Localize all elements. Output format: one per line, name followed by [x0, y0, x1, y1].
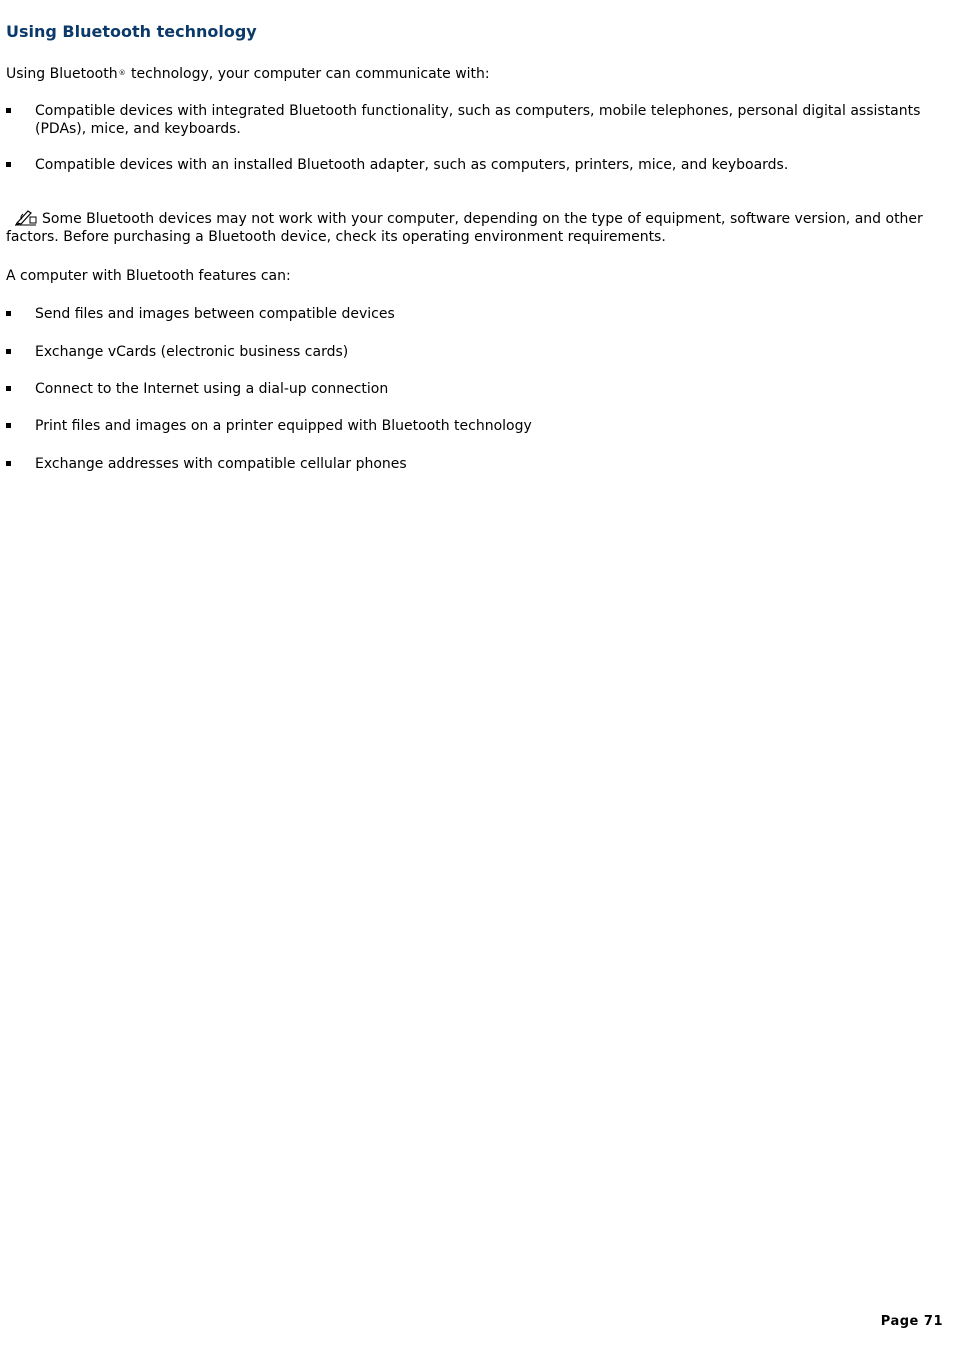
intro-text-after: technology, your computer can communicate with: [126, 66, 490, 82]
square-bullet-icon [6, 461, 11, 466]
list-item-text: Send files and images between compatible devices [35, 306, 395, 322]
list-item-text: Exchange vCards (electronic business cards) [35, 344, 349, 360]
list-item-text: Exchange addresses with compatible cellular phones [35, 456, 407, 472]
square-bullet-icon [6, 162, 11, 167]
list-item-text: Print files and images on a printer equipped with Bluetooth technology [35, 418, 532, 434]
list-item-text: Compatible devices with integrated Bluetooth functionality, such as computers, mobile telephones, personal digital assistants (PDAs), mice, and keyboards. [35, 103, 921, 137]
square-bullet-icon [6, 386, 11, 391]
registered-mark: ® [118, 69, 126, 77]
list-item-text: Connect to the Internet using a dial-up connection [35, 381, 389, 397]
features-intro: A computer with Bluetooth features can: [6, 268, 291, 284]
list-item-text: Compatible devices with an installed Bluetooth adapter, such as computers, printers, mice, and keyboards. [35, 157, 789, 173]
list-item [6, 156, 936, 174]
list-item [6, 417, 936, 435]
note-paragraph [6, 208, 936, 246]
list-item [6, 343, 936, 361]
page-number: Page 71 [880, 1314, 943, 1329]
square-bullet-icon [6, 423, 11, 428]
square-bullet-icon [6, 108, 11, 113]
list-item [6, 455, 936, 473]
note-pencil-icon [14, 208, 38, 226]
square-bullet-icon [6, 349, 11, 354]
intro-text-before: Using Bluetooth [6, 66, 118, 82]
list-item [6, 380, 936, 398]
page-title: Using Bluetooth technology [6, 22, 257, 41]
square-bullet-icon [6, 311, 11, 316]
list-item [6, 305, 936, 323]
note-text: Some Bluetooth devices may not work with your computer, depending on the type of equipment, software version, and other factors. Before purchasing a Bluetooth device, check its operating environment requirements. [6, 211, 923, 245]
list-item [6, 102, 936, 138]
intro-paragraph [6, 64, 490, 83]
